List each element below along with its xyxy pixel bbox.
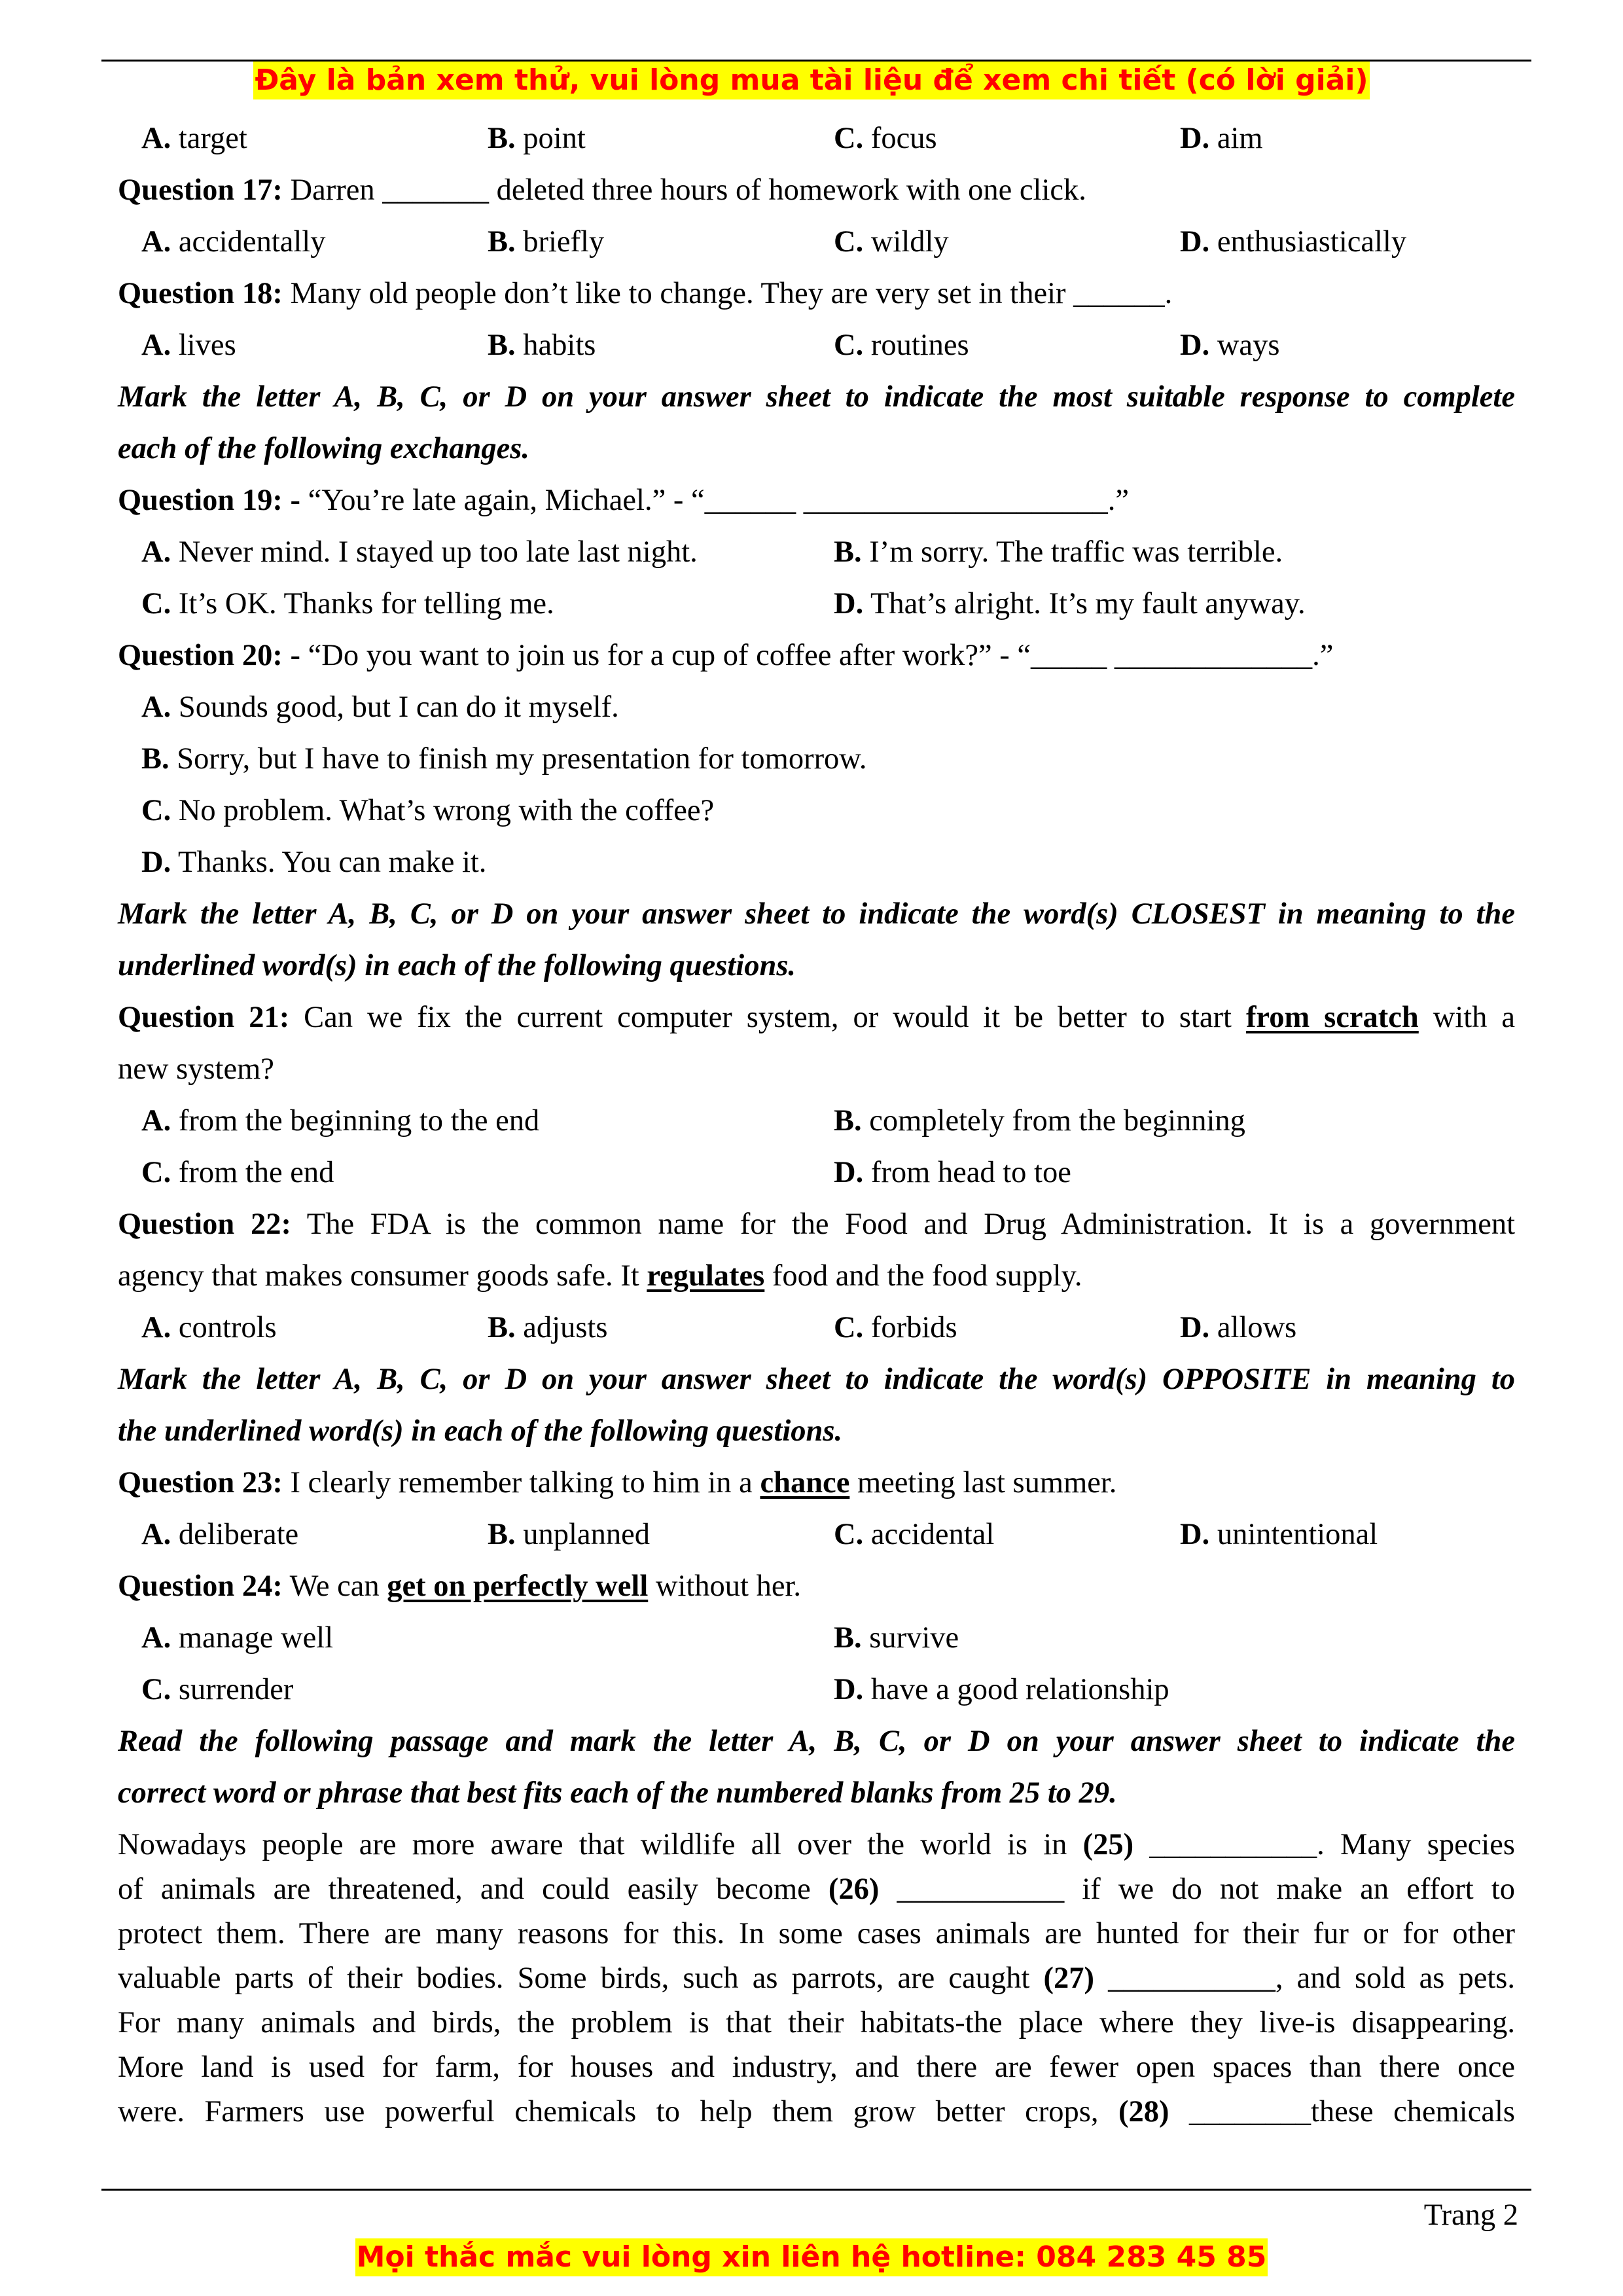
- passage-line: More land is used for farm, for houses and industry, and there are fewer open spaces than there once: [118, 2051, 1515, 2084]
- passage-line: Nowadays people are more aware that wildlife all over the world is in (25) ___________. Many species: [118, 1828, 1515, 1861]
- question-label: Question 23:: [118, 1466, 283, 1499]
- option-c: C. routines: [834, 329, 969, 362]
- question-21: Question 21: Can we fix the current computer system, or would it be better to start from scratch with a: [118, 1001, 1515, 1034]
- instruction-passage-line2: correct word or phrase that best fits each of the numbered blanks from 25 to 29.: [118, 1776, 1117, 1810]
- question-23: Question 23: I clearly remember talking to him in a chance meeting last summer.: [118, 1466, 1117, 1499]
- option-c: C. surrender: [141, 1673, 294, 1706]
- instruction-opposite-line2: the underlined word(s) in each of the following questions.: [118, 1414, 843, 1448]
- hotline-banner: [0, 2238, 1623, 2276]
- q21-options-row2: [118, 1147, 1515, 1198]
- passage-line: valuable parts of their bodies. Some birds, such as parrots, are caught (27) ___________, and sold as pets.: [118, 1962, 1516, 1995]
- q24-options-row2: [118, 1664, 1515, 1715]
- option-c: C. It’s OK. Thanks for telling me.: [141, 587, 554, 620]
- question-18: Question 18: Many old people don’t like to change. They are very set in their ______.: [118, 277, 1173, 310]
- page-number: Trang 2: [1423, 2198, 1518, 2232]
- option-b: B. Sorry, but I have to finish my presentation for tomorrow.: [141, 742, 867, 776]
- q16-options: [118, 113, 1515, 164]
- option-a: A. Sounds good, but I can do it myself.: [141, 691, 619, 724]
- blank-number: (25): [1082, 1828, 1134, 1861]
- instruction-closest-line1: Mark the letter A, B, C, or D on your answer sheet to indicate the word(s) CLOSEST in meaning to the: [118, 897, 1515, 931]
- option-c: C. wildly: [834, 225, 949, 259]
- option-b: B. survive: [834, 1621, 959, 1655]
- option-a: A. manage well: [141, 1621, 334, 1655]
- footer-rule: [101, 2189, 1531, 2191]
- option-a: A. from the beginning to the end: [141, 1104, 540, 1138]
- option-b: B. adjusts: [488, 1311, 608, 1344]
- reading-passage: [118, 1823, 1515, 2134]
- preview-banner: [0, 62, 1623, 99]
- q17-options: [118, 216, 1515, 268]
- question-22-line2: agency that makes consumer goods safe. It regulates food and the food supply.: [118, 1259, 1082, 1293]
- option-d: D. unintentional: [1180, 1518, 1378, 1551]
- instruction-passage-line1: Read the following passage and mark the letter A, B, C, or D on your answer sheet to indicate the: [118, 1725, 1515, 1758]
- option-a: A. accidentally: [141, 225, 326, 259]
- q19-options-row2: [118, 578, 1515, 630]
- q23-options: [118, 1509, 1515, 1560]
- option-b: B. habits: [488, 329, 596, 362]
- option-b: B. completely from the beginning: [834, 1104, 1245, 1138]
- option-b: B. I’m sorry. The traffic was terrible.: [834, 535, 1283, 569]
- question-label: Question 18:: [118, 277, 283, 310]
- underlined-phrase: from scratch: [1245, 1001, 1419, 1034]
- passage-line: were. Farmers use powerful chemicals to help them grow better crops, (28) ________these chemicals: [118, 2095, 1515, 2128]
- underlined-phrase: get on perfectly well: [387, 1570, 649, 1603]
- question-19: Question 19: - “You’re late again, Michael.” - “______ ____________________.”: [118, 484, 1130, 517]
- option-a: A. lives: [141, 329, 236, 362]
- question-22: Question 22: The FDA is the common name for the Food and Drug Administration. It is a government: [118, 1208, 1516, 1241]
- q18-options: [118, 319, 1515, 371]
- option-b: B. briefly: [488, 225, 605, 259]
- question-24: Question 24: We can get on perfectly well without her.: [118, 1570, 802, 1603]
- passage-line: For many animals and birds, the problem is that their habitats-the place where they live-is disappearing.: [118, 2006, 1515, 2039]
- underlined-word: chance: [760, 1466, 850, 1499]
- option-d: D. That’s alright. It’s my fault anyway.: [834, 587, 1306, 620]
- option-c: C. forbids: [834, 1311, 957, 1344]
- option-c: C. from the end: [141, 1156, 334, 1189]
- question-label: Question 21:: [118, 1001, 290, 1034]
- question-label: Question 24:: [118, 1570, 283, 1603]
- passage-line: protect them. There are many reasons for this. In some cases animals are hunted for their fur or for other: [118, 1917, 1515, 1950]
- option-b: B. point: [488, 122, 586, 155]
- question-20: Question 20: - “Do you want to join us for a cup of coffee after work?” - “_____ _____________.”: [118, 639, 1334, 672]
- question-21-line2: new system?: [118, 1052, 274, 1086]
- instruction-closest-line2: underlined word(s) in each of the following questions.: [118, 949, 796, 982]
- question-label: Question 22:: [118, 1208, 291, 1241]
- hotline-banner-text: Mọi thắc mắc vui lòng xin liên hệ hotline: 084 283 45 85: [355, 2238, 1268, 2276]
- option-d: D. have a good relationship: [834, 1673, 1169, 1706]
- blank-number: (26): [828, 1873, 880, 1906]
- option-d: D. ways: [1180, 329, 1280, 362]
- q24-options-row1: [118, 1612, 1515, 1664]
- option-d: D. enthusiastically: [1180, 225, 1407, 259]
- question-label: Question 17:: [118, 173, 283, 207]
- question-label: Question 20:: [118, 639, 283, 672]
- q19-options-row1: [118, 526, 1515, 578]
- option-d: D. allows: [1180, 1311, 1297, 1344]
- option-d: D. Thanks. You can make it.: [141, 846, 487, 879]
- passage-line: of animals are threatened, and could easily become (26) ___________ if we do not make an effort to: [118, 1873, 1515, 1906]
- option-d: D. from head to toe: [834, 1156, 1071, 1189]
- option-c: C. No problem. What’s wrong with the coffee?: [141, 794, 715, 827]
- option-a: A. controls: [141, 1311, 277, 1344]
- option-c: C. accidental: [834, 1518, 995, 1551]
- blank-number: (27): [1043, 1962, 1095, 1995]
- instruction-exchanges-line1: Mark the letter A, B, C, or D on your answer sheet to indicate the most suitable response to complete: [118, 380, 1515, 414]
- option-a: A. target: [141, 122, 247, 155]
- blank-number: (28): [1118, 2095, 1169, 2128]
- preview-banner-text: Đây là bản xem thử, vui lòng mua tài liệu để xem chi tiết (có lời giải): [253, 62, 1369, 99]
- instruction-opposite-line1: Mark the letter A, B, C, or D on your answer sheet to indicate the word(s) OPPOSITE in meaning to: [118, 1363, 1515, 1396]
- option-a: A. Never mind. I stayed up too late last night.: [141, 535, 698, 569]
- question-17: Question 17: Darren _______ deleted three hours of homework with one click.: [118, 173, 1086, 207]
- option-d: D. aim: [1180, 122, 1263, 155]
- option-c: C. focus: [834, 122, 937, 155]
- instruction-exchanges-line2: each of the following exchanges.: [118, 432, 530, 465]
- underlined-word: regulates: [647, 1259, 765, 1293]
- option-a: A. deliberate: [141, 1518, 299, 1551]
- q21-options-row1: [118, 1095, 1515, 1147]
- exam-page: [118, 113, 1515, 2134]
- question-label: Question 19:: [118, 484, 283, 517]
- q22-options: [118, 1302, 1515, 1354]
- option-b: B. unplanned: [488, 1518, 650, 1551]
